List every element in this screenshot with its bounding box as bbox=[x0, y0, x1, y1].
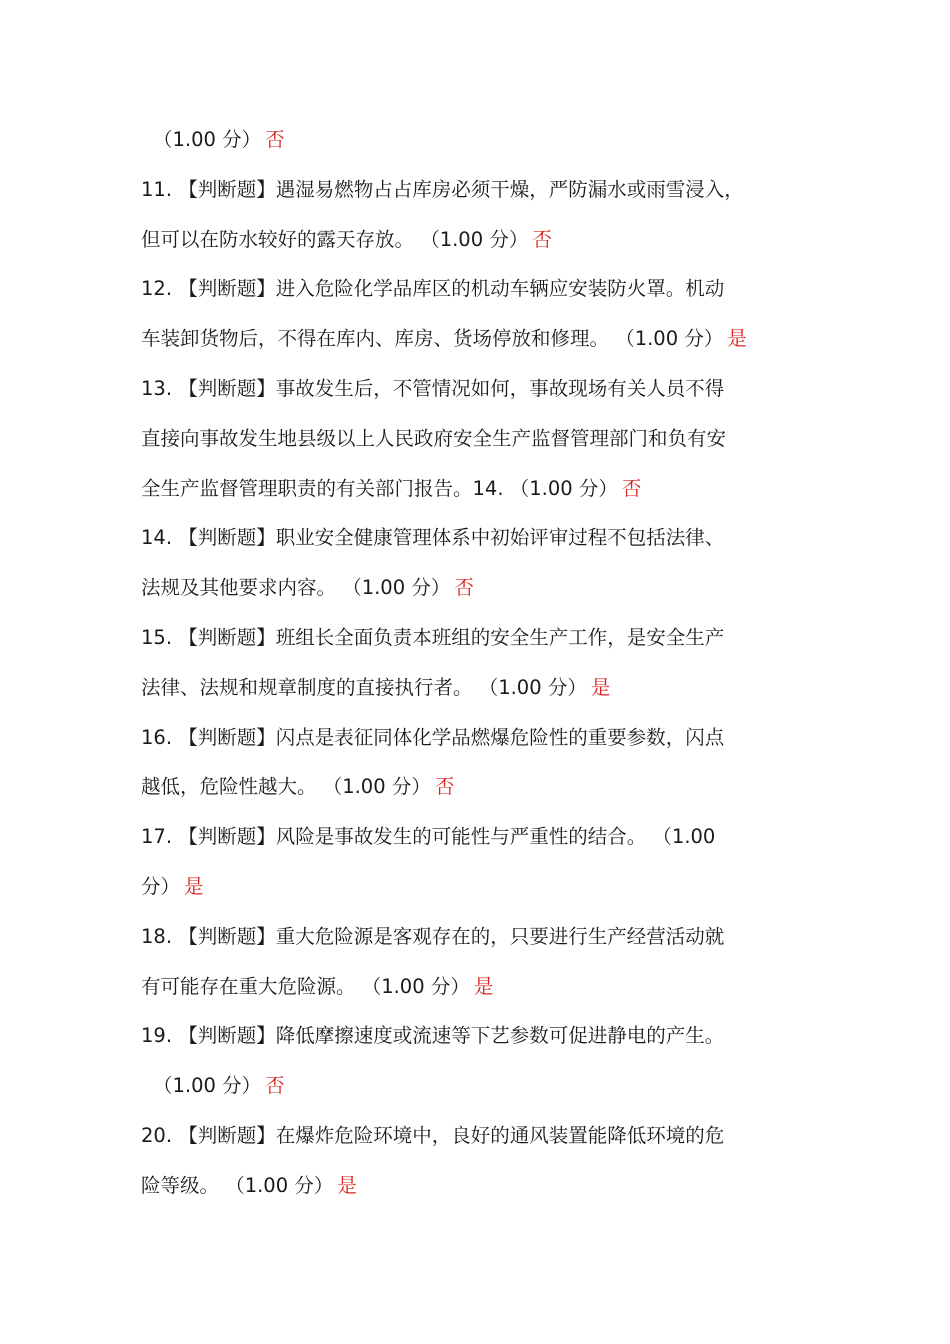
answer-mark: 否 bbox=[621, 476, 642, 500]
text-line bbox=[141, 414, 821, 464]
text-line bbox=[141, 1161, 821, 1211]
text-line bbox=[141, 115, 821, 165]
text-line bbox=[141, 613, 821, 663]
text-line bbox=[141, 563, 821, 613]
answer-mark: 否 bbox=[532, 227, 552, 251]
question-text: 11. 【判断题】遇湿易燃物占占库房必须干燥，严防漏水或雨雪浸入， bbox=[141, 177, 744, 201]
question-text: 13. 【判断题】事故发生后，不管情况如何，事故现场有关人员不得 bbox=[141, 376, 725, 400]
question-text: 险等级。 （1.00 分） bbox=[141, 1173, 334, 1197]
answer-mark: 否 bbox=[265, 128, 285, 151]
question-text: 但可以在防水较好的露天存放。 （1.00 分） bbox=[141, 227, 529, 251]
question-text: 分） bbox=[141, 874, 181, 898]
text-line bbox=[141, 314, 821, 364]
question-text: 12. 【判断题】进入危险化学品库区的机动车辆应安装防火罩。机动 bbox=[141, 277, 725, 301]
question-text: 15. 【判断题】班组长全面负责本班组的安全生产工作，是安全生产 bbox=[141, 625, 725, 649]
answer-mark: 否 bbox=[265, 1074, 285, 1098]
text-line bbox=[141, 264, 821, 314]
text-line bbox=[141, 1061, 821, 1111]
text-line bbox=[141, 364, 821, 414]
text-line bbox=[141, 812, 821, 862]
answer-mark: 是 bbox=[337, 1173, 357, 1197]
text-line bbox=[141, 862, 821, 912]
question-text: 法律、法规和规章制度的直接执行者。 （1.00 分） bbox=[141, 675, 587, 699]
question-text: 17. 【判断题】风险是事故发生的可能性与严重性的结合。 （1.00 bbox=[141, 825, 716, 849]
question-text: （1.00 分） bbox=[153, 128, 262, 151]
question-text: 16. 【判断题】闪点是表征同体化学品燃爆危险性的重要参数，闪点 bbox=[141, 725, 725, 749]
answer-mark: 是 bbox=[473, 974, 494, 998]
text-line bbox=[141, 1011, 821, 1061]
question-text: （1.00 分） bbox=[153, 1074, 262, 1098]
answer-mark: 是 bbox=[184, 874, 204, 898]
question-text: 直接向事故发生地县级以上人民政府安全生产监督管理部门和负有安 bbox=[141, 426, 727, 450]
answer-mark: 是 bbox=[590, 675, 611, 699]
document-body bbox=[141, 115, 821, 1211]
question-text: 法规及其他要求内容。 （1.00 分） bbox=[141, 576, 451, 600]
text-line bbox=[141, 713, 821, 763]
text-line bbox=[141, 215, 821, 265]
question-text: 19. 【判断题】降低摩擦速度或流速等下艺参数可促进静电的产生。 bbox=[141, 1024, 725, 1048]
text-line bbox=[141, 762, 821, 812]
text-line bbox=[141, 1111, 821, 1161]
text-line bbox=[141, 962, 821, 1012]
text-line bbox=[141, 165, 821, 215]
answer-mark: 是 bbox=[727, 327, 747, 351]
text-line bbox=[141, 663, 821, 713]
question-text: 20. 【判断题】在爆炸危险环境中，良好的通风装置能降低环境的危 bbox=[141, 1123, 725, 1147]
question-text: 越低，危险性越大。 （1.00 分） bbox=[141, 775, 431, 799]
question-text: 全生产监督管理职责的有关部门报告。14. （1.00 分） bbox=[141, 476, 618, 500]
question-text: 18. 【判断题】重大危险源是客观存在的，只要进行生产经营活动就 bbox=[141, 924, 725, 948]
answer-mark: 否 bbox=[434, 775, 455, 799]
question-text: 14. 【判断题】职业安全健康管理体系中初始评审过程不包括法律、 bbox=[141, 526, 725, 550]
text-line bbox=[141, 912, 821, 962]
answer-mark: 否 bbox=[454, 576, 474, 600]
question-text: 车装卸货物后，不得在库内、库房、货场停放和修理。 （1.00 分） bbox=[141, 327, 724, 351]
text-line bbox=[141, 513, 821, 563]
text-line bbox=[141, 464, 821, 514]
question-text: 有可能存在重大危险源。 （1.00 分） bbox=[141, 974, 470, 998]
